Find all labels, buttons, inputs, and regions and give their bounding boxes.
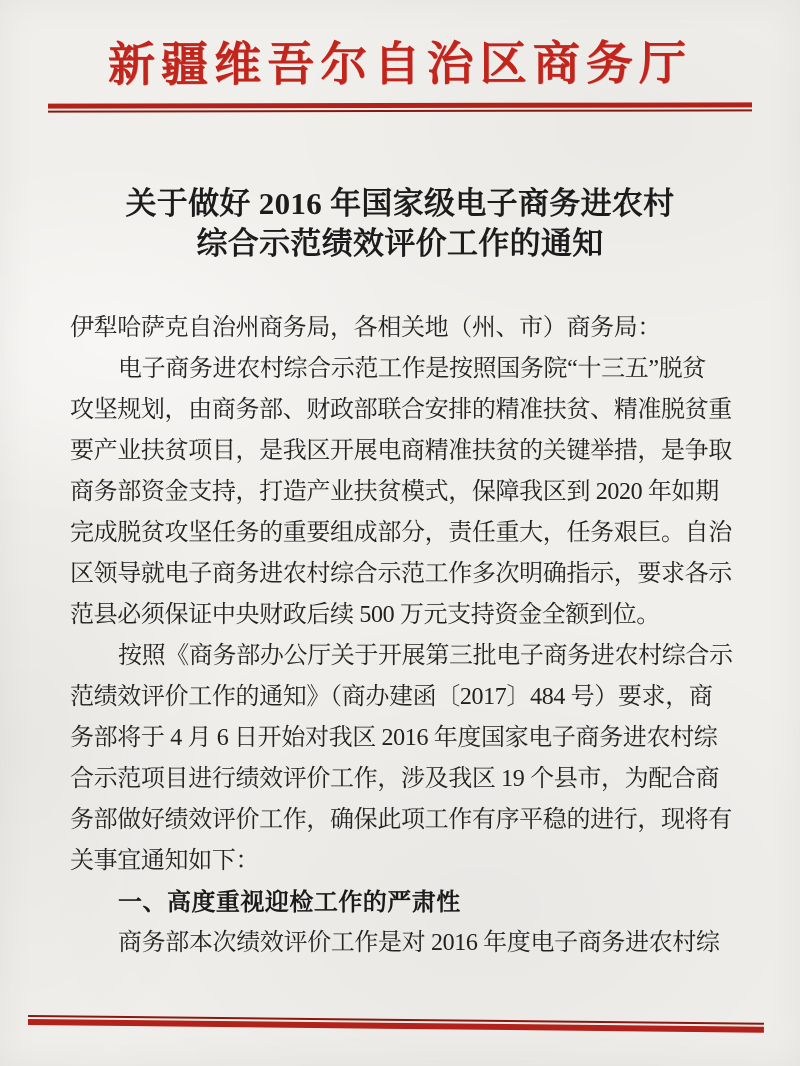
body-line: 攻坚规划，由商务部、财政部联合安排的精准扶贫、精准脱贫重 bbox=[70, 397, 732, 423]
paragraph-3 bbox=[70, 923, 740, 964]
body-line: 完成脱贫攻坚任务的重要组成部分，责任重大，任务艰巨。自治 bbox=[70, 520, 732, 546]
body-line: 范绩效评价工作的通知》（商办建函〔2017〕484 号）要求，商 bbox=[70, 684, 713, 710]
body-line: 合示范项目进行绩效评价工作，涉及我区 19 个县市，为配合商 bbox=[70, 766, 720, 792]
body-line: 关事宜通知如下： bbox=[70, 848, 260, 874]
footer-divider bbox=[28, 1015, 764, 1033]
document-title-line-1: 关于做好 2016 年国家级电子商务进农村 bbox=[125, 186, 675, 221]
document-body bbox=[0, 308, 800, 964]
body-line: 务部做好绩效评价工作，确保此项工作有序平稳的进行，现将有 bbox=[70, 807, 732, 833]
letterhead-divider-thin-line bbox=[48, 109, 752, 112]
section-1-heading: 一、高度重视迎检工作的严肃性 bbox=[118, 889, 461, 916]
body-line: 务部将于 4 月 6 日开始对我区 2016 年度国家电子商务进农村综 bbox=[70, 725, 718, 751]
document-title bbox=[0, 184, 800, 264]
body-line: 商务部本次绩效评价工作是对 2016 年度电子商务进农村综 bbox=[118, 930, 720, 956]
body-line: 范县必须保证中央财政后续 500 万元支持资金全额到位。 bbox=[70, 602, 660, 628]
letterhead-divider bbox=[48, 102, 752, 112]
salutation-line: 伊犁哈萨克自治州商务局，各相关地（州、市）商务局： bbox=[70, 315, 661, 341]
document-title-line-2: 综合示范绩效评价工作的通知 bbox=[196, 226, 604, 261]
paragraph-1 bbox=[70, 349, 740, 636]
body-line: 电子商务进农村综合示范工作是按照国务院“十三五”脱贫 bbox=[118, 356, 706, 382]
paragraph-2 bbox=[70, 636, 740, 882]
body-line: 商务部资金支持，打造产业扶贫模式，保障我区到 2020 年如期 bbox=[70, 479, 719, 505]
body-line: 要产业扶贫项目，是我区开展电商精准扶贫的关键举措，是争取 bbox=[70, 438, 732, 464]
body-line: 按照《商务部办公厅关于开展第三批电子商务进农村综合示 bbox=[118, 643, 733, 669]
letterhead-agency-name: 新疆维吾尔自治区商务厅 bbox=[107, 38, 693, 92]
body-line: 区领导就电子商务进农村综合示范工作多次明确指示，要求各示 bbox=[70, 561, 732, 587]
